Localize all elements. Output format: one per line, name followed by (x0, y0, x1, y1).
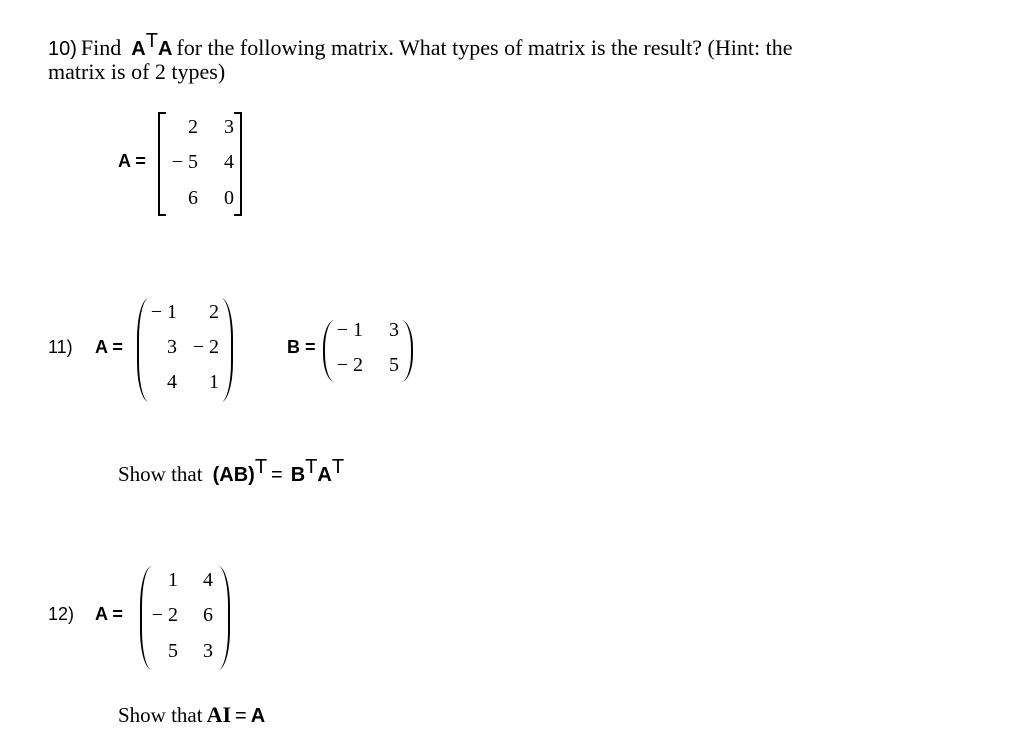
question-number: 12) (48, 604, 75, 624)
matrix-label: B = (287, 337, 316, 357)
show-that-text: Show that (118, 703, 203, 727)
question-number: 11) (48, 337, 73, 357)
matrix-cell: 1 (209, 371, 219, 393)
matrix-cell: − 5 (171, 151, 198, 173)
matrix-a-q12 (140, 566, 230, 672)
matrix-cell: 3 (203, 640, 213, 662)
matrix-cell: 5 (389, 354, 399, 376)
show-that-text: Show that (118, 462, 203, 486)
question-10-line1 (48, 30, 792, 61)
question-number: 10) (48, 38, 77, 60)
transpose-sup: T (305, 456, 318, 478)
matrix-cell: 2 (209, 301, 219, 323)
lhs-expr: AI (206, 702, 232, 727)
matrix-cell: 6 (188, 187, 198, 209)
right-bracket (234, 112, 242, 216)
matrix-cell: 2 (188, 116, 198, 138)
matrix-cell: − 2 (192, 336, 219, 358)
matrix-cell: 6 (203, 604, 213, 626)
matrix-label: A = (95, 337, 123, 357)
matrix-label: A = (95, 604, 123, 624)
transpose-sup: T (254, 456, 268, 478)
question-10-line2: matrix is of 2 types) (48, 59, 226, 84)
matrix-cell: 3 (167, 336, 177, 358)
matrix-cell: 3 (389, 319, 399, 341)
matrix-cell: 1 (168, 569, 178, 591)
matrix-cell: − 1 (150, 301, 177, 323)
lhs-expr: (AB) (212, 464, 255, 486)
matrix-cell: − 1 (336, 319, 363, 341)
right-paren (401, 320, 413, 382)
transpose-sup: T (331, 456, 345, 478)
expr-transpose: T (145, 30, 158, 52)
rhs-b: B (290, 464, 306, 486)
right-paren (218, 566, 230, 670)
expr-a: A (131, 38, 146, 60)
matrix-cell: 4 (203, 569, 213, 591)
rhs-a: A (317, 464, 332, 486)
right-paren (221, 298, 233, 402)
matrix-cell: 0 (224, 187, 234, 209)
matrix-cell: 3 (224, 116, 234, 138)
expr-a: A (157, 38, 173, 60)
rhs-expr: A (250, 705, 266, 727)
question-text: for the following matrix. What types of matrix is the result? (Hint: the (176, 35, 793, 60)
show-that-q12 (118, 702, 265, 728)
matrix-cell: 5 (168, 640, 178, 662)
find-word: Find (80, 35, 122, 60)
matrix-cell: − 2 (336, 354, 363, 376)
matrix-cell: − 2 (151, 604, 178, 626)
matrix-cell: 4 (167, 371, 177, 393)
show-that-q11 (118, 456, 344, 487)
equals-sign: = (235, 705, 247, 727)
matrix-a-q10 (158, 112, 242, 216)
matrix-a-q11 (137, 298, 233, 404)
matrix-b-q11 (323, 320, 413, 384)
matrix-label: A = (118, 151, 146, 171)
matrix-cell: 4 (224, 151, 234, 173)
equals-sign: = (271, 464, 283, 486)
